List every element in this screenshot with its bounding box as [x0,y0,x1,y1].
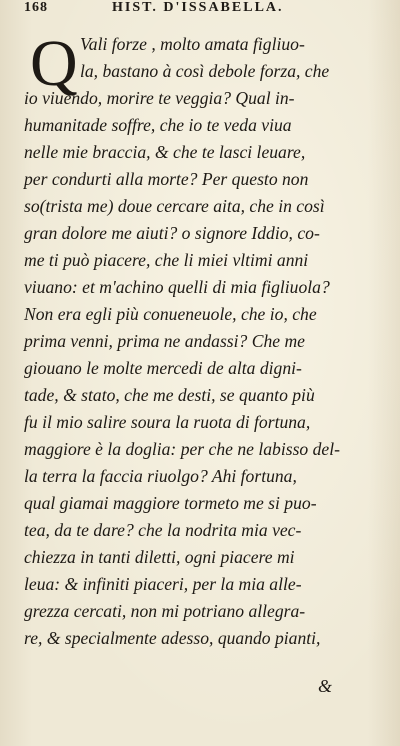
text-line: viuano: et m'achino quelli di mia figliuola? [24,277,330,297]
text-line: humanitade soffre, che io te veda viua [24,115,292,135]
text-line: maggiore è la doglia: per che ne labisso del- [24,439,340,459]
page-number: 168 [24,0,48,15]
text-line: gran dolore me aiuti? o signore Iddio, co- [24,223,320,243]
catchword: & [318,676,333,696]
text-line: grezza cercati, non mi potriano allegra- [24,601,306,621]
text-line: leua: & infiniti piaceri, per la mia alle- [24,574,302,594]
running-head: HIST. D'ISSABELLA. [112,0,284,15]
text-line: tea, da te dare? che la nodrita mia vec- [24,520,302,540]
text-line: io viuendo, morire te veggia? Qual in- [24,88,295,108]
text-line: prima venni, prima ne andassi? Che me [24,331,305,351]
text-line: fu il mio salire soura la ruota di fortuna, [24,412,311,432]
text-line: giouano le molte mercedi de alta digni- [24,358,302,378]
text-line: so(trista me) doue cercare aita, che in così [24,196,325,216]
text-line: Non era egli più conueneuole, che io, che [24,304,317,324]
drop-cap: Q [30,27,78,100]
text-line: nelle mie braccia, & che te lasci leuare, [24,142,306,162]
page-header [24,0,354,22]
text-line: qual giamai maggiore tormeto me si puo- [24,493,317,513]
text-line: la, bastano à così debole forza, che [80,61,330,81]
text-line: chiezza in tanti diletti, ogni piacere mi [24,547,295,567]
text-line: re, & specialmente adesso, quando pianti, [24,628,321,648]
text-line: Vali forze , molto amata figliuo- [80,34,305,54]
text-line: per condurti alla morte? Per questo non [24,169,309,189]
text-line: me ti può piacere, che li miei vltimi anni [24,250,309,270]
text-line: tade, & stato, che me desti, se quanto più [24,385,315,405]
text-line: la terra la faccia riuolgo? Ahi fortuna, [24,466,297,486]
